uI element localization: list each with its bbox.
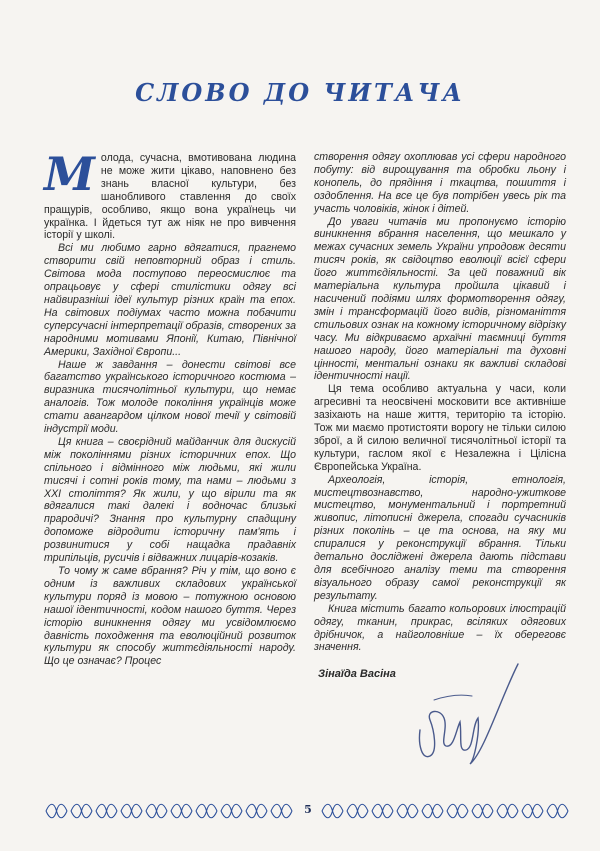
ornament-motif <box>522 804 543 818</box>
ornament-motif <box>322 804 343 818</box>
left-column <box>44 147 296 668</box>
ornament-motif <box>397 804 418 818</box>
ornament-motif <box>146 804 167 818</box>
paragraph-3: Наше ж завдання – донести світові все багатство українського історичного костюма – виразника тисячолітньої культури, що немає аналогів. Тож молоде покоління українців може стати авангардом цілком нової течії у світовій індустрії моди. <box>44 358 296 436</box>
paragraph-6: До уваги читачів ми пропонуємо історію виникнення вбрання населення, що мешкало у межах сучасних земель України упродовж десяти тисяч років, як свідоцтво еволюції всієї сфери його життєдіяльності. За цей поважний вік матеріальна культура пройшла цікавий і насичений подіями шлях формотворення одягу, змін і трансформацій його видів, різноманіття стильових ознак на кожному історичному відрізку часу. Ми відкриваємо архаїчні таємниці буття нашого народу, його матеріальні та духовні цінності, ментальні ознаки як важливі складові ідентичності нації. <box>314 215 566 383</box>
paragraph-8: Археологія, історія, етнологія, мистецтвознавство, народно-ужиткове мистецтво, монументальний і портретний живопис, літописні джерела, спогади сучасників різних поколінь – це та основа, на яку ми спиралися у реконструкції вбрання. Тільки детально досліджені джерела дають підстави для всебічного аналізу теми та створення візуального образу самої реконструкції як результату. <box>314 473 566 602</box>
ornament-border-left <box>44 800 294 822</box>
ornament-motif <box>246 804 267 818</box>
dropcap-letter: М <box>44 147 95 201</box>
ornament-motif <box>221 804 242 818</box>
ornament-motif <box>96 804 117 818</box>
ornament-motif <box>347 804 368 818</box>
ornament-motif <box>372 804 393 818</box>
paragraph-2: Всі ми любимо гарно вдягатися, прагнемо створити свій неповторний образ і стиль. Світова мода поступово переосмислює та опрацьовує у сфері стилістики одягу всі найвиразніші ідеї культур різних країн та епох. На світових подіумах часто можна побачити суперсучасні інтерпретації образів, створених за народними мотивами Японії, Китаю, Північної Америки, Західної Європи... <box>44 242 296 358</box>
paragraph-4: Ця книга – своєрідний майданчик для дискусій між поколіннями різних історичних епох. Що спільного і відмінного між людьми, які жили тисячі і сотні років тому, та нами – людьми з XXI століття? Як жили, у що вірили та як вдягалися такі далекі і водночас близькі прародичі? Знання про культурну спадщину допоможе відродити історичну пам'ять і розвинитися у собі нащадка прадавніх трипільців, русичів і відважних лицарів-козаків. <box>44 435 296 565</box>
paragraph-7: Ця тема особливо актуальна у часи, коли агресивні та неосвічені московити все активніше зазіхають на наше життя, територію та історію. Тож ми маємо протистояти ворогу не тільки силою зброї, а й силою величної тисячолітньої історії та культури, гаслом якої є Незалежна і Цілісна Європейська Україна. <box>314 383 566 473</box>
page-number: 5 <box>304 803 312 816</box>
ornament-motif <box>472 804 493 818</box>
ornament-motif <box>171 804 192 818</box>
ornament-motif <box>547 804 568 818</box>
paragraph-9: Книга містить багато кольорових ілюстрацій одягу, тканин, прикрас, всіляких одягових дрібничок, а найголовніше – їх обереговє значення. <box>314 602 566 654</box>
ornament-motif <box>196 804 217 818</box>
ornament-motif <box>71 804 92 818</box>
ornament-motif <box>271 804 292 818</box>
ornament-motif <box>497 804 518 818</box>
right-column <box>314 151 566 654</box>
signature-icon <box>400 660 520 770</box>
ornament-motif <box>46 804 67 818</box>
paragraph-5: То чому ж саме вбрання? Річ у тім, що воно є одним із важливих складових української культури поряд із мовою – потужною основою нашої ідентичності, кодом нашого буття. Через історію виникнення одягу ми усвідомлюємо давність походження та еволюційний розвиток культури як способу життєдіяльності народу. Що це означає? Процес <box>44 565 296 668</box>
author-name: Зінаїда Васіна <box>318 668 396 680</box>
ornament-motif <box>121 804 142 818</box>
ornament-motif <box>422 804 443 818</box>
page-title: СЛОВО ДО ЧИТАЧА <box>135 78 465 107</box>
paragraph-continuation: створення одягу охоплював усі сфери народного побуту: від вирощування та обробки льону і конопель, до прядіння і ткацтва, пошиття і оздоблення. На все це був потрібен увесь рік та участь чоловіків, жінок і дітей. <box>314 151 566 215</box>
paragraph-text: олода, сучасна, вмотивована людина не може жити цікаво, наповнено без знань власної культури, без шанобливого ставлення до своїх пращурів, особливо, якщо вона українець чи українка. І йдеться тут аж ніяк не про вивчення історії у школі. <box>44 152 296 242</box>
ornament-motif <box>447 804 468 818</box>
ornament-border-right <box>320 800 570 822</box>
paragraph-1 <box>44 147 296 242</box>
